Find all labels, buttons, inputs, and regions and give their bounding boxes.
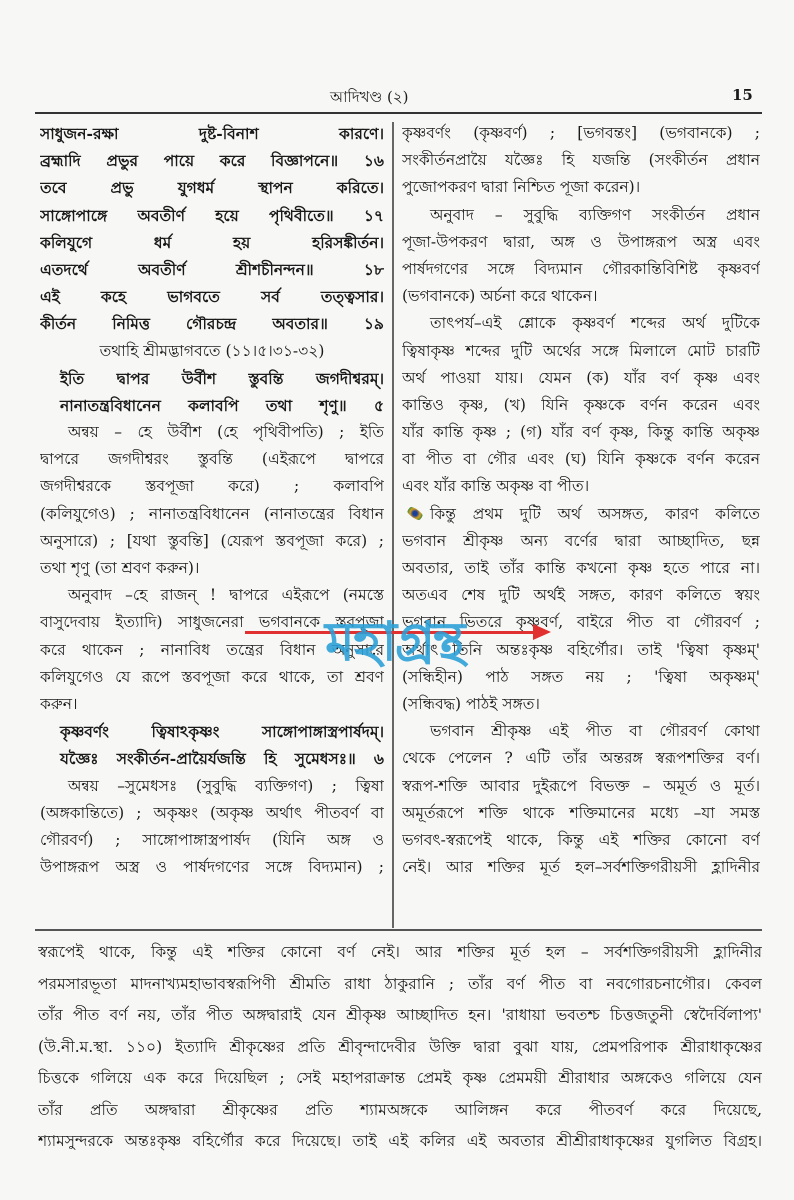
text-line: (অঙ্গকান্তিতে) ; অকৃষ্ণং (অকৃষ্ণ অর্থাৎ পীতবর্ণ বা <box>40 803 384 822</box>
text-line: স্বরূপেই থাকে, কিন্তু এই শক্তির কোনো বর্ণ নেই। আর শক্তির মূর্ত হল – সর্বশক্তিগরীয়সী হ্লাদিনীর <box>38 943 762 961</box>
text-line: কলিযুগেও যে রূপে স্তবপূজা করে থাকে, তা শ্রবণ <box>40 667 384 686</box>
text-line: সাঙ্গোপাঙ্গে অবতীর্ণ হয়ে পৃথিবীতে॥ ১৭ <box>40 205 384 225</box>
text-line: ভগবৎ-স্বরূপেই থাকে, কিন্তু এই শক্তির কোনো বর্ণ <box>402 830 760 849</box>
text-line: দ্বাপরে জগদীশ্বরং স্তুবন্তি (এইরূপে দ্বাপরে <box>40 450 384 469</box>
text-line: পার্ষদগণের সঙ্গে বিদ্যমান গৌরকান্তিবিশিষ্ট কৃষ্ণবর্ণ <box>402 259 760 278</box>
text-line: গৌরবর্ণ) ; সাঙ্গোপাঙ্গাস্ত্রপার্ষদ (যিনি অঙ্গ ও <box>40 830 384 849</box>
text-line: নানাতন্ত্রবিধানেন কলাবপি তথা শৃণু॥ ৫ <box>60 395 384 415</box>
text-line: বাসুদেবায় ইত্যাদি) সাধুজনেরা ভগবানকে স্তবপূজা <box>40 613 384 632</box>
text-line: তবে প্রভু যুগধর্ম স্থাপন করিতে। <box>40 178 384 198</box>
text-line: (ভগবানকে) অর্চনা করে থাকেন। <box>402 287 598 306</box>
text-line: অনুসারে) ; [যথা স্তুবন্তি] (যেরূপ স্তবপূজা করে) ; <box>40 531 384 550</box>
text-line: ভগবান ভিতরে কৃষ্ণবর্ণ, বাইরে পীত বা গৌরবর্ণ ; <box>402 613 760 632</box>
text-line: করে থাকেন ; নানাবিধ তন্ত্রের বিধান অনুসারে <box>40 640 384 659</box>
text-line: অর্থাৎ তিনি অন্তঃকৃষ্ণ বহির্গৌর। তাই 'ত্বিষা কৃষ্ণম্' <box>402 640 760 659</box>
left-column <box>40 120 384 881</box>
text-line: কান্তিও কৃষ্ণ, (খ) যিনি কৃষ্ণকে বর্ণন করেন এবং <box>402 395 760 414</box>
text-line: ভগবান শ্রীকৃষ্ণ এই পীত বা গৌরবর্ণ কোথা <box>430 722 760 741</box>
text-line: এবং যাঁর কান্তি অকৃষ্ণ বা পীত। <box>402 477 590 496</box>
text-line: তথা শৃণু (তা শ্রবণ করুন)। <box>40 559 200 577</box>
text-line: পরমসারভূতা মাদনাখ্যমহাভাবস্বরূপিণী শ্রীমতি রাধা ঠাকুরানি ; তাঁর বর্ণ পীত বা নবগোরচনাগৌর। কেবল <box>38 974 762 993</box>
text-line: সাধুজন-রক্ষা দুষ্ট-বিনাশ কারণে। <box>40 124 384 143</box>
text-line: যজ্ঞৈঃ সংকীর্তন-প্রায়ৈর্যজন্তি হি সুমেধসঃ॥ ৬ <box>60 749 384 769</box>
page-header <box>0 86 794 110</box>
text-line: সংকীর্তনপ্রায়ৈ যজ্ঞৈঃ হি যজন্তি (সংকীর্তন প্রধান <box>402 151 760 170</box>
text-line: কলিযুগে ধর্ম হয় হরিসঙ্কীর্তন। <box>40 232 384 252</box>
text-line: যাঁর কান্তি কৃষ্ণ ; (গ) যাঁর বর্ণ কৃষ্ণ, কিন্তু কান্তি অকৃষ্ণ <box>402 423 760 442</box>
right-column <box>402 120 760 881</box>
watermark-text: মহাগ্রন্থ <box>325 610 464 673</box>
text-line: (সন্ধিবদ্ধ) পাঠই সঙ্গত। <box>402 694 540 713</box>
watermark-logo <box>315 598 545 678</box>
text-line: অনুবাদ – সুবুদ্ধি ব্যক্তিগণ সংকীর্তন প্রধান <box>430 205 760 224</box>
text-line: শ্যামসুন্দরকে অন্তঃকৃষ্ণ বহির্গৌর করে দিয়েছে। তাই এই কলির এই অবতার শ্রীশ্রীরাধাকৃষ্ণের যুগলিত বিগ্রহ। <box>38 1132 762 1150</box>
text-line: করুন। <box>40 694 78 713</box>
text-line: এই কহে ভাগবতে সর্ব তত্ত্বসার। <box>40 287 384 307</box>
text-line: অর্থ পাওয়া যায়। যেমন (ক) যাঁর বর্ণ কৃষ্ণ এবং <box>402 368 760 387</box>
text-line: এতদর্থে অবতীর্ণ শ্রীশচীনন্দন॥ ১৮ <box>40 259 384 279</box>
text-line: কিন্তু প্রথম দুটি অর্থ অসঙ্গত, কারণ কলিতে <box>430 504 760 523</box>
text-line: তাৎপর্য–এই শ্লোকে কৃষ্ণবর্ণ শব্দের অর্থ দুটিকে <box>430 314 760 333</box>
page-number: 15 <box>732 86 753 104</box>
text-line: (কলিযুগেও) ; নানাতন্ত্রবিধানেন (নানাতন্ত্রের বিধান <box>40 504 384 523</box>
text-line: তাঁর প্রতি অঙ্গদ্বারা শ্রীকৃষ্ণের প্রতি শ্যামঅঙ্গকে আলিঙ্গন করে পীতবর্ণ করে দিয়েছে, <box>38 1100 762 1119</box>
text-line: চিত্তকে গলিয়ে এক করে দিয়েছিল ; সেই মহাপরাক্রান্ত প্রেমই কৃষ্ণ প্রেমময়ী শ্রীরাধার অঙ্গকেও গলিয়ে যেন <box>38 1069 762 1087</box>
running-title: আদিখণ্ড (২) <box>330 88 409 106</box>
text-line: জগদীশ্বরকে স্তবপূজা করে) ; কলাবপি <box>40 477 384 496</box>
text-line: অমূর্তরূপে শক্তি থাকে শক্তিমানের মধ্যে –যা সমস্ত <box>402 803 760 822</box>
bottom-full-width-text <box>38 937 762 1158</box>
text-line: (উ.নী.ম.স্থা. ১১০) ইত্যাদি শ্রীকৃষ্ণের প্রতি শ্রীবৃন্দাদেবীর উক্তি দ্বারা বুঝা যায়, প্রেমপরিপাক শ্রীরাধাকৃষ্ণের <box>38 1037 762 1056</box>
text-line: পুজোপকরণ দ্বারা নিশ্চিত পূজা করেন)। <box>402 178 641 197</box>
text-line: ভগবান শ্রীকৃষ্ণ অন্য বর্ণের দ্বারা আচ্ছাদিত, ছন্ন <box>402 531 760 550</box>
text-line: অন্বয় – হে উর্বীশ (হে পৃথিবীপতি) ; ইতি <box>68 423 384 442</box>
text-line: কৃষ্ণবর্ণং (কৃষ্ণবর্ণ) ; [ভগবন্তং] (ভগবানকে) ; <box>402 124 760 142</box>
text-line: কীর্তন নিমিত্ত গৌরচন্দ্র অবতার॥ ১৯ <box>40 314 384 334</box>
text-line: তথাহি শ্রীমদ্ভাগবতে (১১।৫।৩১-৩২) <box>99 341 325 360</box>
text-line: ত্বিষাকৃষ্ণ শব্দের দুটি অর্থের সঙ্গে মিলালে মোট চারটি <box>402 341 760 360</box>
text-line: (সন্ধিহীন) পাঠ সঙ্গত নয় ; 'ত্বিষা অকৃষ্ণম্' <box>402 667 760 686</box>
text-line: থেকে পেলেন ? এটি তাঁর অন্তরঙ্গ স্বরূপশক্তির বর্ণ। <box>402 749 760 768</box>
watermark-arrowhead <box>533 624 551 640</box>
text-line: কৃষ্ণবর্ণং ত্বিষাঽকৃষ্ণং সাঙ্গোপাঙ্গাস্ত্রপার্ষদম্। <box>60 722 384 742</box>
columns-end-rule <box>35 929 762 931</box>
text-line: বা পীত বা গৌর এবং (ঘ) যিনি কৃষ্ণকে বর্ণন করেন <box>402 450 760 469</box>
text-line: ইতি দ্বাপর উর্বীশ স্তুবন্তি জগদীশ্বরম্। <box>60 368 384 388</box>
header-rule <box>35 112 762 114</box>
text-line: নেই। আর শক্তির মূর্ত হল–সর্বশক্তিগরীয়সী হ্লাদিনীর <box>402 858 760 877</box>
text-line: অবতার, তাই তাঁর কান্তি কখনো কৃষ্ণ হতে পারে না। <box>402 559 760 577</box>
text-line: ব্রহ্মাদি প্রভুর পায়ে করে বিজ্ঞাপনে॥ ১৬ <box>40 151 384 171</box>
text-line: পূজা-উপকরণ দ্বারা, অঙ্গ ও উপাঙ্গরূপ অস্ত্র এবং <box>402 232 760 251</box>
text-line: তাঁর পীত বর্ণ নয়, তাঁর পীত অঙ্গদ্বারাই যেন শ্রীকৃষ্ণ আচ্ছাদিত হন। 'রাধায়া ভবতশ্চ চিত্তজতুনী স্বেদৈর্বিলাপ্য' <box>38 1006 762 1024</box>
column-divider <box>392 122 394 928</box>
text-line: অতএব শেষ দুটি অর্থই সঙ্গত, কারণ কলিতে স্বয়ং <box>402 586 760 605</box>
text-line: স্বরূপ-শক্তি আবার দুইরূপে বিভক্ত – অমূর্ত ও মূর্ত। <box>402 776 760 795</box>
text-line: অনুবাদ –হে রাজন্ ! দ্বাপরে এইরূপে (নমস্তে <box>68 586 384 605</box>
text-line: উপাঙ্গরূপ অস্ত্র ও পার্ষদগণের সঙ্গে বিদ্যমান) ; <box>40 858 384 877</box>
text-line: অন্বয় –সুমেধসঃ (সুবুদ্ধি ব্যক্তিগণ) ; ত্বিষা <box>68 776 384 795</box>
